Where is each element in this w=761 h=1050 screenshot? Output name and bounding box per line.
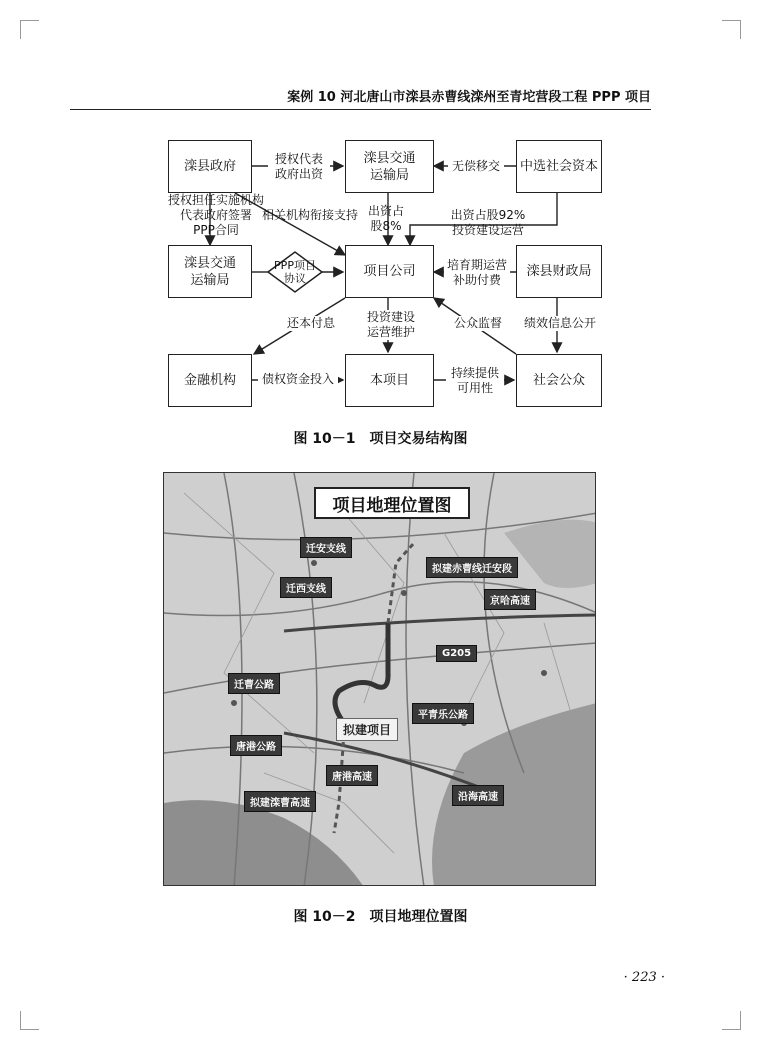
- label-authorized-implementation: 授权担任实施机构 代表政府签署 PPP合同: [167, 193, 264, 237]
- map-tag-g205: G205: [436, 645, 477, 662]
- box-financial-institution: 金融机构: [168, 354, 252, 407]
- label-repay: 还本付息: [282, 316, 340, 331]
- box-public: 社会公众: [516, 354, 602, 407]
- map-tag-pingqingle-road: 平青乐公路: [412, 703, 474, 724]
- crop-mark: [722, 1011, 741, 1030]
- map-tag-jingha-expressway: 京哈高速: [484, 589, 536, 610]
- map-tag-qiancao-road: 迁曹公路: [228, 673, 280, 694]
- box-transport-bureau-left: 滦县交通 运输局: [168, 245, 252, 298]
- label-supervise: 公众监督: [448, 316, 508, 331]
- label-availability: 持续提供 可用性: [446, 366, 504, 396]
- label-construct: 投资建设 运营维护: [362, 310, 420, 340]
- running-header: 案例 10 河北唐山市滦县赤曹线滦州至青坨营段工程 PPP 项目: [70, 86, 651, 110]
- box-county-government: 滦县政府: [168, 140, 252, 193]
- label-invest-8: 出资占 股8%: [367, 204, 404, 233]
- figure-caption-1: 图 10－1 项目交易结构图: [293, 431, 468, 447]
- map-tag-tanggang-road: 唐港公路: [230, 735, 282, 756]
- box-finance-bureau: 滦县财政局: [516, 245, 602, 298]
- location-map: [163, 472, 596, 886]
- map-title: 项目地理位置图: [314, 487, 470, 519]
- map-tag-luancao-expressway: 拟建滦曹高速: [244, 791, 316, 812]
- label-related-support: 相关机构衔接支持: [261, 208, 358, 222]
- box-social-capital: 中选社会资本: [516, 140, 602, 193]
- box-transport-bureau-top: 滦县交通 运输局: [345, 140, 434, 193]
- box-this-project: 本项目: [345, 354, 434, 407]
- label-debt-funds: 债权资金投入: [258, 372, 338, 387]
- label-invest-92: 出资占股92% 投资建设运营: [450, 208, 526, 237]
- map-tag-tanggang-expressway: 唐港高速: [326, 765, 378, 786]
- map-tag-proposed-project: 拟建项目: [336, 718, 398, 741]
- transaction-structure-diagram: [0, 0, 761, 420]
- map-tag-qianxi-branch: 迁西支线: [280, 577, 332, 598]
- box-project-company: 项目公司: [345, 245, 434, 298]
- map-tag-coastal-expressway: 沿海高速: [452, 785, 504, 806]
- ppp-agreement-label: PPP项目 协议: [274, 259, 316, 285]
- map-tag-qianan-branch: 迁安支线: [300, 537, 352, 558]
- crop-mark: [20, 1011, 39, 1030]
- label-subsidy: 培育期运营 补助付费: [444, 258, 510, 288]
- figure-caption-2: 图 10－2 项目地理位置图: [293, 909, 468, 925]
- label-free-transfer: 无偿移交: [448, 159, 504, 174]
- label-performance-disclosure: 绩效信息公开: [520, 316, 600, 331]
- label-authorized-representative: 授权代表 政府出资: [268, 152, 330, 182]
- map-tag-chicao-line: 拟建赤曹线迁安段: [426, 557, 518, 578]
- page-number: · 223 ·: [623, 970, 665, 985]
